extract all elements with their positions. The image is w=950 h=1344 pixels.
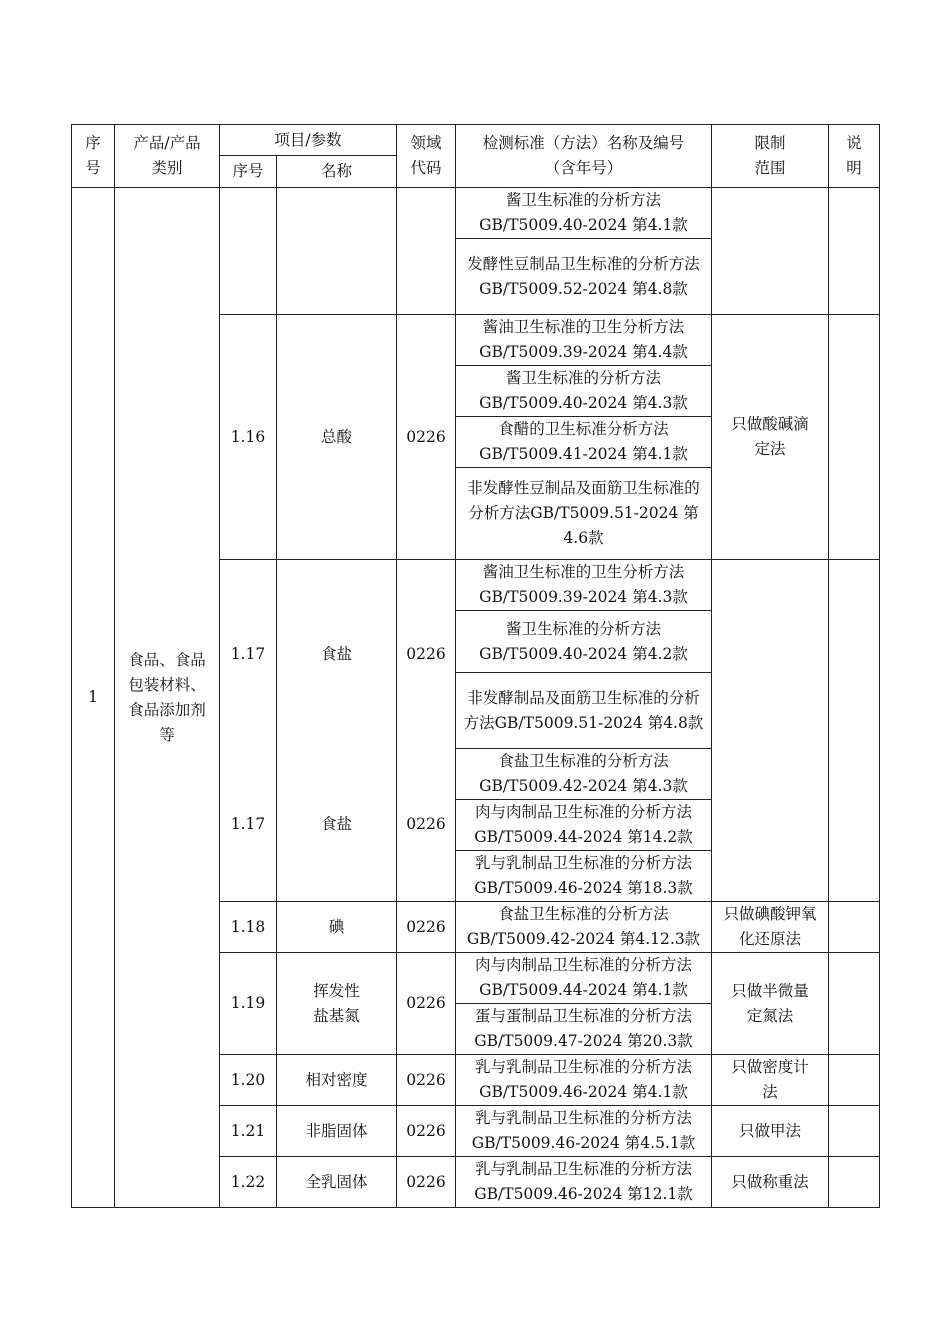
limit-1-19: 只做半微量定氮法 (712, 953, 829, 1055)
item-seq-1-18: 1.18 (220, 902, 277, 953)
header-standard: 检测标准（方法）名称及编号（含年号） (456, 125, 712, 188)
group-seq: 1 (72, 188, 115, 1208)
field-code-1-17a: 0226 (397, 560, 456, 749)
header-product: 产品/产品类别 (115, 125, 220, 188)
item-name-1-17b: 食盐 (277, 749, 397, 902)
standard-cell: 酱油卫生标准的卫生分析方法GB/T5009.39-2024 第4.3款 (456, 560, 712, 611)
standard-cell: 酱卫生标准的分析方法GB/T5009.40-2024 第4.3款 (456, 366, 712, 417)
field-code-1-17b: 0226 (397, 749, 456, 902)
item-name-1-21: 非脂固体 (277, 1106, 397, 1157)
limit-1-21: 只做甲法 (712, 1106, 829, 1157)
limit-1-16: 只做酸碱滴定法 (712, 315, 829, 560)
note-1-19 (829, 953, 880, 1055)
note-1-17 (829, 560, 880, 902)
field-code-1-19: 0226 (397, 953, 456, 1055)
standard-cell: 非发酵制品及面筋卫生标准的分析方法GB/T5009.51-2024 第4.8款 (456, 673, 712, 749)
standard-cell: 酱卫生标准的分析方法GB/T5009.40-2024 第4.2款 (456, 611, 712, 673)
header-item-name: 名称 (277, 156, 397, 188)
standard-cell: 酱卫生标准的分析方法GB/T5009.40-2024 第4.1款 (456, 188, 712, 239)
item-seq-1-19: 1.19 (220, 953, 277, 1055)
header-item-seq: 序号 (220, 156, 277, 188)
header-field-code: 领域代码 (397, 125, 456, 188)
item-name-1-22: 全乳固体 (277, 1157, 397, 1208)
note-1-20 (829, 1055, 880, 1106)
standard-cell: 食盐卫生标准的分析方法GB/T5009.42-2024 第4.12.3款 (456, 902, 712, 953)
note-1-18 (829, 902, 880, 953)
field-code-1-20: 0226 (397, 1055, 456, 1106)
standard-cell: 酱油卫生标准的卫生分析方法GB/T5009.39-2024 第4.4款 (456, 315, 712, 366)
item-seq-1-17a: 1.17 (220, 560, 277, 749)
item-seq-1-22: 1.22 (220, 1157, 277, 1208)
header-limit: 限制范围 (712, 125, 829, 188)
item-seq-1-16: 1.16 (220, 315, 277, 560)
limit-1-20: 只做密度计法 (712, 1055, 829, 1106)
field-code-1-22: 0226 (397, 1157, 456, 1208)
standard-cell: 肉与肉制品卫生标准的分析方法GB/T5009.44-2024 第14.2款 (456, 800, 712, 851)
standard-cell: 肉与肉制品卫生标准的分析方法GB/T5009.44-2024 第4.1款 (456, 953, 712, 1004)
standard-cell: 乳与乳制品卫生标准的分析方法GB/T5009.46-2024 第18.3款 (456, 851, 712, 902)
limit-cont (712, 188, 829, 315)
field-code-1-16: 0226 (397, 315, 456, 560)
limit-1-18: 只做碘酸钾氧化还原法 (712, 902, 829, 953)
note-cont (829, 188, 880, 315)
item-name-1-19: 挥发性盐基氮 (277, 953, 397, 1055)
header-note: 说明 (829, 125, 880, 188)
item-name-1-16: 总酸 (277, 315, 397, 560)
limit-1-22: 只做称重法 (712, 1157, 829, 1208)
standard-cell: 乳与乳制品卫生标准的分析方法GB/T5009.46-2024 第4.5.1款 (456, 1106, 712, 1157)
note-1-21 (829, 1106, 880, 1157)
standards-table (71, 124, 880, 1208)
standard-cell: 非发酵性豆制品及面筋卫生标准的分析方法GB/T5009.51-2024 第4.6款 (456, 468, 712, 560)
item-name-1-18: 碘 (277, 902, 397, 953)
standard-cell: 发酵性豆制品卫生标准的分析方法GB/T5009.52-2024 第4.8款 (456, 239, 712, 315)
standard-cell: 食盐卫生标准的分析方法GB/T5009.42-2024 第4.3款 (456, 749, 712, 800)
item-seq-1-20: 1.20 (220, 1055, 277, 1106)
group-product: 食品、食品包装材料、食品添加剂等 (115, 188, 220, 1208)
field-code-1-21: 0226 (397, 1106, 456, 1157)
standard-cell: 乳与乳制品卫生标准的分析方法GB/T5009.46-2024 第4.1款 (456, 1055, 712, 1106)
item-seq-1-17b: 1.17 (220, 749, 277, 902)
item-seq-cont (220, 188, 277, 315)
item-seq-1-21: 1.21 (220, 1106, 277, 1157)
item-name-cont (277, 188, 397, 315)
standard-cell: 乳与乳制品卫生标准的分析方法GB/T5009.46-2024 第12.1款 (456, 1157, 712, 1208)
field-code-1-18: 0226 (397, 902, 456, 953)
field-code-cont (397, 188, 456, 315)
standard-cell: 蛋与蛋制品卫生标准的分析方法GB/T5009.47-2024 第20.3款 (456, 1004, 712, 1055)
standard-cell: 食醋的卫生标准分析方法GB/T5009.41-2024 第4.1款 (456, 417, 712, 468)
limit-1-17 (712, 560, 829, 902)
header-seq: 序号 (72, 125, 115, 188)
item-name-1-17a: 食盐 (277, 560, 397, 749)
item-name-1-20: 相对密度 (277, 1055, 397, 1106)
note-1-22 (829, 1157, 880, 1208)
header-item-group: 项目/参数 (220, 125, 397, 156)
note-1-16 (829, 315, 880, 560)
